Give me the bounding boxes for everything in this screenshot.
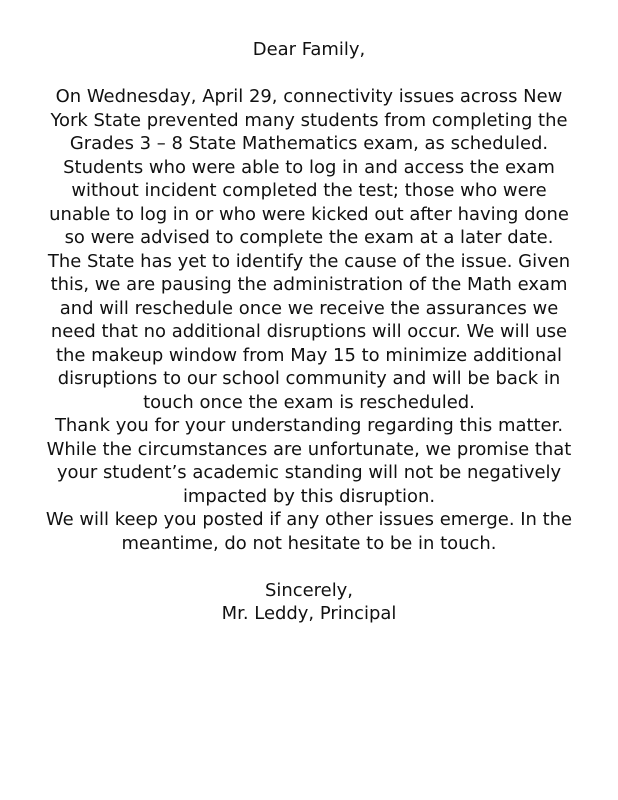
body-line: Students who were able to log in and access the exam [63,156,555,178]
body-line: impacted by this disruption. [182,485,436,507]
body-line: meantime, do not hesitate to be in touch. [121,532,497,554]
body-line: We will keep you posted if any other issues emerge. In the [45,509,573,530]
spacer [0,555,618,579]
body-line: York State prevented many students from completing the [50,109,568,131]
letter-body [0,85,618,555]
body-line: the makeup window from May 15 to minimize additional [55,344,562,366]
body-line: Thank you for your understanding regarding this matter. [54,415,564,436]
body-line: unable to log in or who were kicked out after having done [49,203,569,225]
body-line: so were advised to complete the exam at a later date. [64,227,554,248]
greeting: Dear Family, [252,39,366,60]
body-line: without incident completed the test; those who were [71,180,547,201]
signature: Mr. Leddy, Principal [221,603,397,624]
body-line: Grades 3 – 8 State Mathematics exam, as scheduled. [69,133,549,154]
body-line: disruptions to our school community and will be back in [57,368,561,389]
body-line: The State has yet to identify the cause of the issue. Given [47,250,571,272]
body-line: this, we are pausing the administration of the Math exam [50,274,568,295]
body-line: your student’s academic standing will not be negatively [56,462,562,483]
body-line: touch once the exam is rescheduled. [143,391,475,413]
body-line: On Wednesday, April 29, connectivity issues across New [55,86,563,107]
letter [0,38,618,626]
body-line: and will reschedule once we receive the assurances we [59,297,559,319]
body-line: While the circumstances are unfortunate, we promise that [46,438,572,460]
spacer [0,62,618,86]
closing: Sincerely, [264,579,354,601]
body-line: need that no additional disruptions will occur. We will use [50,321,568,342]
